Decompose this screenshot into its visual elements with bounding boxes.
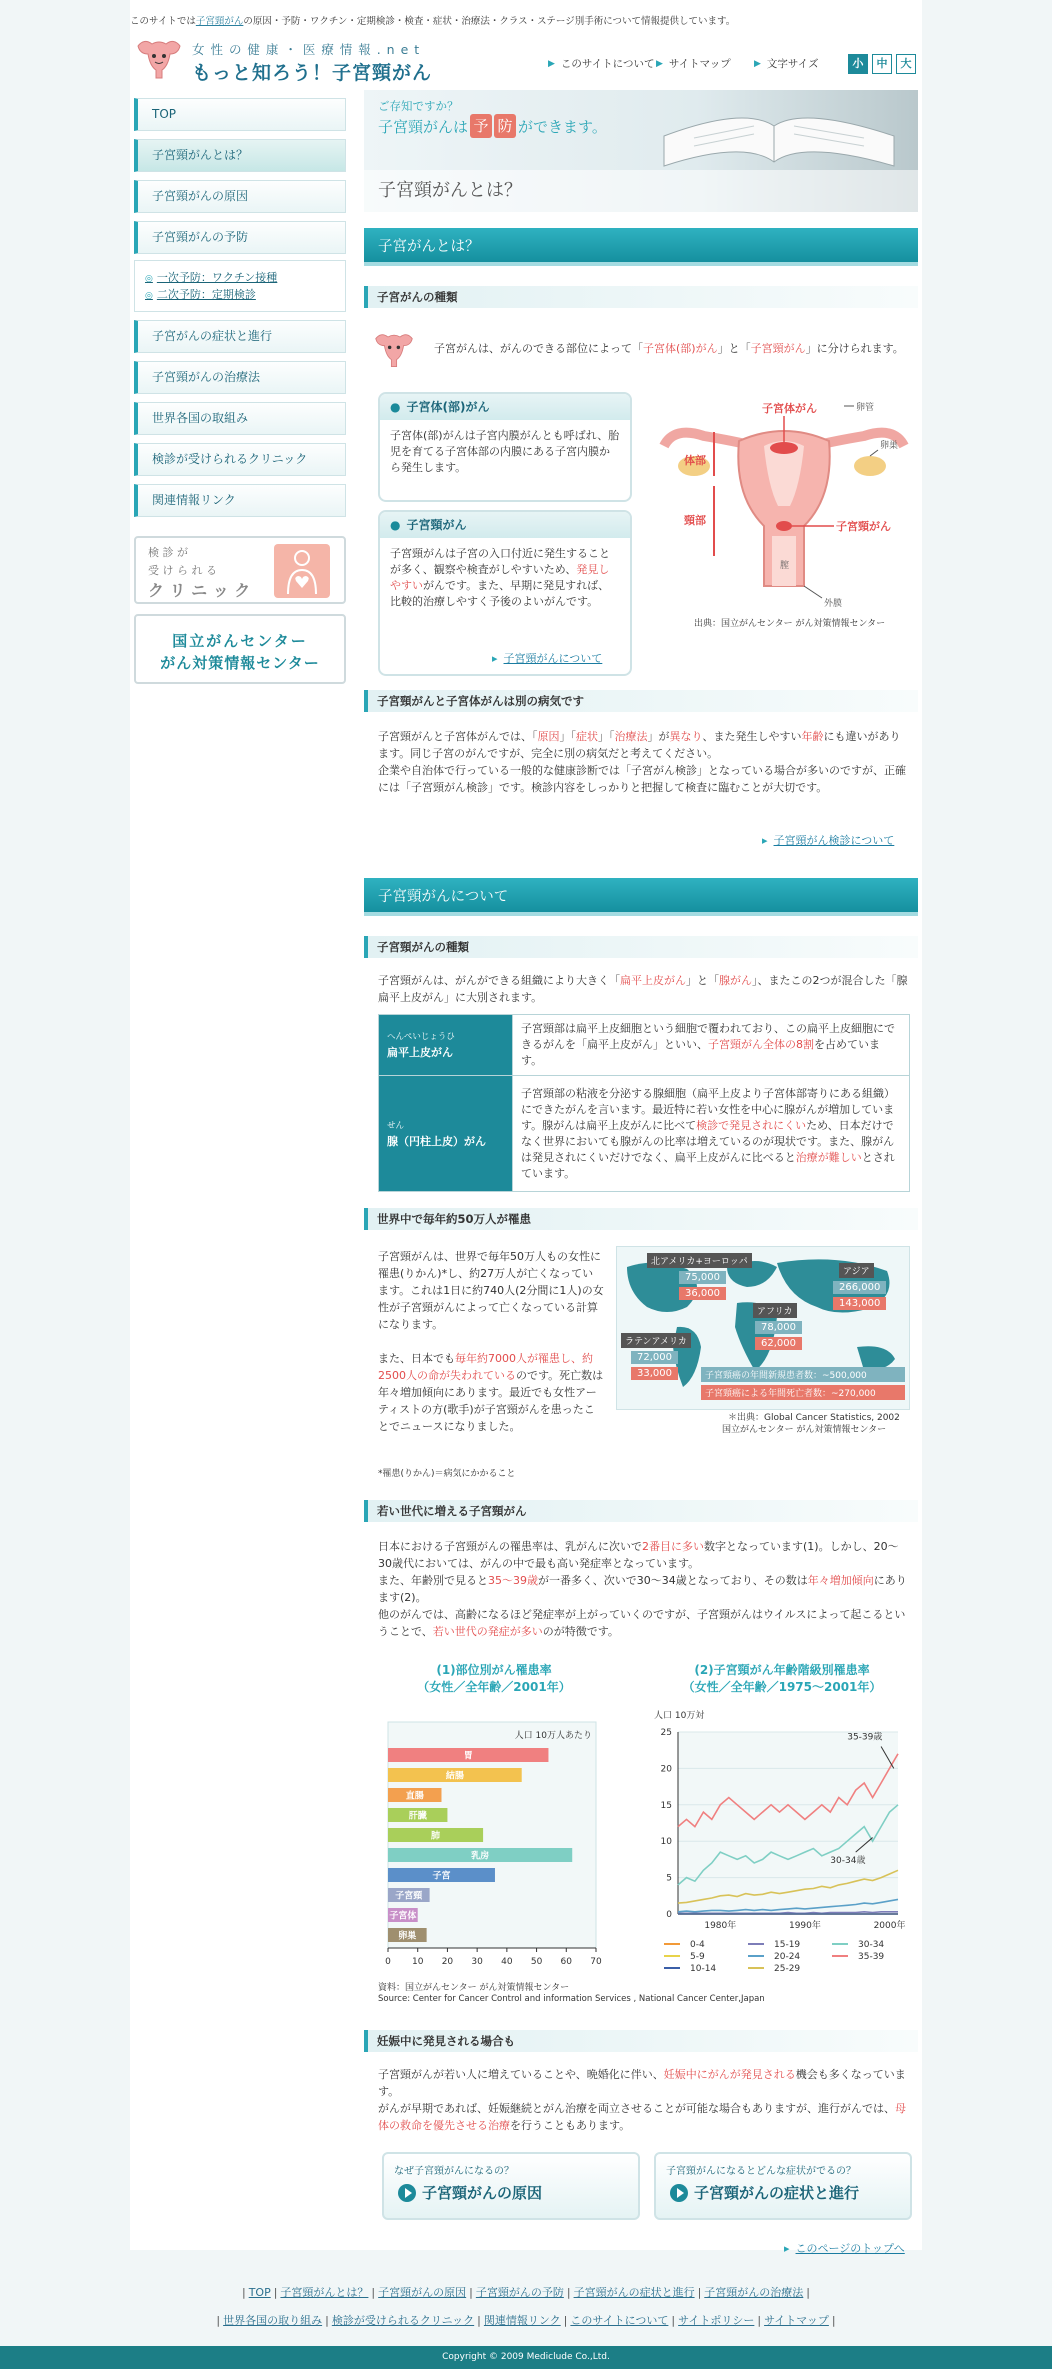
footer-link[interactable]: 関連情報リンク xyxy=(483,2314,561,2327)
chart1-x-tick-label: 0 xyxy=(385,1957,391,1967)
chart1-bar-label: 子宮体 xyxy=(389,1911,417,1922)
arrow-icon: ▶ xyxy=(656,58,663,69)
diagram-label-outer: 外膜 xyxy=(824,599,843,609)
chart2-legend-label: 25-29 xyxy=(774,1964,801,1974)
chart1-title: (1)部位別がん罹患率 xyxy=(436,1663,552,1677)
chart1-bar-label: 子宮 xyxy=(432,1871,451,1882)
young-text: 日本における子宮頸がんの罹患率は、乳がんに次いで2番目に多い数字となっています(1)。しかし、20～30歳代においては、がんの中で最も高い発症率となっています。 また、年齢別で見ると35～39歳が一番多く、次いで30～34歳となっており、その数は年々増加傾向にあります(2)。 他のがんでは、高齢になるほど発症率が上がっていくのですが、子宮頸がんはウイルスによって起こるということで、若い世代の発症が多いのが特徴です。 xyxy=(378,1540,907,1638)
table-row: へんぺいじょうひ 扁平上皮がん 子宮頸部は扁平上皮細胞という細胞で覆われており、この扁平上皮細胞にできるがんを「扁平上皮がん」といい、子宮頸がん全体の8割を占めています。 xyxy=(379,1015,910,1076)
hero-question: ご存知ですか？ xyxy=(378,99,459,113)
card-body: 子宮頸がんは子宮の入口付近に発生することが多く、観察や検査がしやすいため、発見しやすいがんです。また、早期に発見すれば、比較的治療しやすく予後のよいがんです。 xyxy=(390,547,610,608)
tagline-link[interactable]: 子宮頸がん xyxy=(195,16,244,27)
chart1-bar-label: 結腸 xyxy=(445,1771,464,1782)
sidebar-item-world[interactable]: 世界各国の取組み xyxy=(134,402,346,435)
region-label-latam: ラテンアメリカ xyxy=(621,1333,691,1348)
chart2-legend-label: 0-4 xyxy=(690,1940,705,1950)
open-book-icon xyxy=(634,96,914,170)
footer-links-row1: | TOP | 子宮頸がんとは？ | 子宮頸がんの原因 | 子宮頸がんの予防 | 子宮頸がんの症状と進行 | 子宮頸がんの治療法 | xyxy=(241,2286,811,2299)
footer-link[interactable]: TOP xyxy=(248,2286,271,2299)
card-title: ● 子宮頸がん xyxy=(380,512,630,538)
footer-link[interactable]: サイトポリシー xyxy=(678,2314,755,2327)
sidebar-item-top[interactable]: TOP xyxy=(134,98,346,131)
footer-link[interactable]: 子宮頸がんの症状と進行 xyxy=(573,2286,695,2299)
diagram-label-neck: 頸部 xyxy=(684,514,706,527)
region-deaths-africa: 62,000 xyxy=(755,1337,802,1350)
page-top-link[interactable]: ▸ このページのトップへ xyxy=(784,2240,905,2256)
screening-note-text: 企業や自治体で行っている一般的な健康診断では「子宮がん検診」となっている場合が多いのですが、正確には「子宮頸がん検診」です。検診内容をしっかりと把握して検査に臨むことが大切です。 xyxy=(378,764,906,794)
card-cervical-cancer xyxy=(378,510,632,676)
card-body: 子宮体(部)がんは子宮内膜がんとも呼ばれ、胎児を育てる子宮体部の内膜にある子宮内膜から発生します。 xyxy=(390,429,620,474)
chart1-x-tick-label: 40 xyxy=(501,1957,513,1967)
sidebar-item-symptoms[interactable]: 子宮がんの症状と進行 xyxy=(134,320,346,353)
font-medium-button[interactable]: 中 xyxy=(872,54,892,74)
chart1-x-tick-label: 50 xyxy=(530,1957,543,1967)
sidebar-sub-screening[interactable]: ◎ 二次予防：定期検診 xyxy=(145,286,335,303)
chart1-x-tick-label: 20 xyxy=(441,1957,454,1967)
diagram-source: 出典：国立がんセンター がん対策情報センター xyxy=(694,619,886,629)
diagram-label-ovary: 卵巣 xyxy=(880,441,899,451)
footer-link[interactable]: 子宮頸がんの治療法 xyxy=(704,2286,804,2299)
uterus-diagram xyxy=(644,386,918,616)
cervical-cancer-link[interactable]: ▸ 子宮頸がんについて xyxy=(492,650,602,666)
section-heading-uterine-cancer: 子宮がんとは？ xyxy=(364,228,918,266)
chart2-y-label: 人口 10万対 xyxy=(654,1711,705,1721)
sidebar-item-prevention[interactable]: 子宮頸がんの予防 xyxy=(134,221,346,254)
copyright: Copyright © 2009 Mediclude Co.,Ltd. xyxy=(0,2346,1052,2369)
region-deaths-asia: 143,000 xyxy=(833,1297,886,1310)
chart-source-2: Source: Center for Cancer Control and information Services , National Cancer Center,Japan xyxy=(378,1994,765,2004)
chart2-y-tick-label: 0 xyxy=(666,1910,672,1920)
chart2-annotation: 35-39歳 xyxy=(847,1732,883,1743)
subheading-different-diseases: 子宮頸がんと子宮体がんは別の病気です xyxy=(364,690,918,712)
chart1-title-block xyxy=(384,1662,604,1696)
site-tagline: このサイトでは子宮頸がんの原因・予防・ワクチン・定期検診・検査・症状・治療法・クラス・ステージ別手術について情報提供しています。 xyxy=(130,16,736,27)
table-cell: 子宮頸部の粘液を分泌する腺細胞（扁平上皮より子宮体部寄りにある組織）にできたがんを言います。最近特に若い女性を中心に腺がんが増加しています。腺がんは扁平上皮がんに比べて検診で発見されにくいため、日本だけでなく世界においても腺がんの比率は増えているのが現状です。また、腺がんは発見されにくいだけでなく、扁平上皮がんに比べると治療が難しいとされています。 xyxy=(513,1076,910,1192)
cervical-types-intro: 子宮頸がんは、がんができる組織により大きく「扁平上皮がん」と「腺がん」、またこの2つが混合した「腺扁平上皮がん」に大別されます。 xyxy=(378,974,908,1004)
logo-subtitle: 女 性 の 健 康 ・ 医 療 情 報 . n e t xyxy=(192,42,421,57)
chart2-legend-label: 15-19 xyxy=(774,1940,801,1950)
chart1-bar-label: 乳房 xyxy=(471,1851,490,1862)
site-incidence-bar-chart xyxy=(372,1704,612,1976)
region-incidence-asia: 266,000 xyxy=(833,1281,886,1294)
footer-link[interactable]: 世界各国の取り組み xyxy=(223,2314,323,2327)
pregnancy-text: 子宮頸がんが若い人に増えていることや、晩婚化に伴い、妊娠中にがんが発見される機会も多くなっています。 がんが早期であれば、妊娠継続とがん治療を両立させることが可能な場合もありますが、進行がんでは、母体の救命を優先させる治療を行うこともあります。 xyxy=(378,2068,906,2132)
footer-links-row2: | 世界各国の取り組み | 検診が受けられるクリニック | 関連情報リンク | このサイトについて | サイトポリシー | サイトマップ | xyxy=(216,2314,836,2327)
footer-link[interactable]: 子宮頸がんとは？ xyxy=(280,2286,369,2299)
world-footnote: *罹患(りかん)＝病気にかかること xyxy=(378,1469,516,1479)
region-incidence-africa: 78,000 xyxy=(755,1321,802,1334)
world-text-2: また、日本でも毎年約7000人が罹患し、約2500人の命が失われているのです。死亡数は年々増加傾向にあります。最近でも女性アーティストの方(歌手)が子宮頸がんを患ったことでニュースになりました。 xyxy=(378,1352,604,1433)
world-map xyxy=(616,1246,910,1410)
chart2-y-tick-label: 25 xyxy=(660,1728,672,1738)
footer-link[interactable]: 子宮頸がんの予防 xyxy=(475,2286,564,2299)
chart2-legend-label: 20-24 xyxy=(774,1952,801,1962)
site-logo[interactable] xyxy=(134,34,454,88)
sidebar-item-clinics[interactable]: 検診が受けられるクリニック xyxy=(134,443,346,476)
play-icon xyxy=(398,2184,416,2202)
chart1-unit-note: 人口 10万人あたり xyxy=(514,1731,592,1741)
font-size-label: ▶ 文字サイズ xyxy=(754,58,819,70)
age-incidence-line-chart xyxy=(648,1702,914,1982)
clinic-banner[interactable] xyxy=(134,536,346,604)
map-source-2: 国立がんセンター がん対策情報センター xyxy=(722,1425,887,1435)
chart2-subtitle: （女性／全年齢／1975～2001年） xyxy=(682,1680,882,1694)
card-endometrial-cancer xyxy=(378,392,632,502)
section-heading-cervical-cancer: 子宮頸がんについて xyxy=(364,878,918,916)
region-label-asia: アジア xyxy=(839,1263,874,1278)
footer-link[interactable]: サイトマップ xyxy=(764,2314,829,2327)
map-legend-deaths: 子宮頸癌による年間死亡者数：~270,000 xyxy=(701,1385,905,1400)
subheading-young: 若い世代に増える子宮頸がん xyxy=(364,1500,918,1522)
diagram-label-body-cancer: 子宮体がん xyxy=(762,402,817,415)
nav-sitemap[interactable]: ▶ サイトマップ xyxy=(656,58,731,70)
table-cell: 子宮頸部は扁平上皮細胞という細胞で覆われており、この扁平上皮細胞にできるがんを「扁平上皮がん」といい、子宮頸がん全体の8割を占めています。 xyxy=(513,1015,910,1076)
chart1-bar-label: 肝臓 xyxy=(408,1811,427,1822)
footer-link[interactable]: 子宮頸がんの原因 xyxy=(378,2286,467,2299)
chart2-y-tick-label: 5 xyxy=(666,1873,672,1884)
uterus-mascot-icon xyxy=(134,36,184,82)
chart2-x-tick-label: 1980年 xyxy=(704,1921,737,1931)
font-large-button[interactable]: 大 xyxy=(896,54,916,74)
diagram-label-cervical: 子宮頸がん xyxy=(836,520,891,533)
chart2-legend-label: 35-39 xyxy=(858,1952,885,1962)
chart2-annotation: 30-34歳 xyxy=(830,1856,866,1867)
sidebar-item-cause[interactable]: 子宮頸がんの原因 xyxy=(134,180,346,213)
chart-source-1: 資料：国立がんセンター がん対策情報センター xyxy=(378,1983,570,1993)
diagram-label-body: 体部 xyxy=(684,454,706,467)
screening-link[interactable]: ▸ 子宮頸がん検診について xyxy=(762,832,894,848)
chart1-x-tick-label: 60 xyxy=(560,1957,573,1967)
symptoms-button[interactable]: 子宮頸がんになるとどんな症状がでるの？ 子宮頸がんの症状と進行 xyxy=(654,2152,912,2220)
cancer-center-line1: 国立がんセンター xyxy=(172,632,308,650)
clinic-banner-line2: 受 け ら れ る xyxy=(148,564,217,577)
region-deaths-latam: 33,000 xyxy=(631,1367,678,1380)
subheading-pregnancy: 妊娠中に発見される場合も xyxy=(364,2030,918,2052)
sidebar-item-treatment[interactable]: 子宮頸がんの治療法 xyxy=(134,361,346,394)
chart1-bar-label: 肺 xyxy=(431,1831,441,1842)
hero-message: 子宮頸がんは 予 防 ができます。 xyxy=(378,114,607,138)
clinic-banner-line3: ク リ ニ ッ ク xyxy=(148,581,251,600)
world-text-1: 子宮頸がんは、世界で毎年50万人もの女性に罹患(りかん)*し、約27万人が亡くなっています。これは1日に約740人(2分間に1人)の女性が子宮頸がんによって亡くなっている計算になります。 xyxy=(378,1250,604,1331)
cause-button[interactable]: なぜ子宮頸がんになるの？ 子宮頸がんの原因 xyxy=(382,2152,640,2220)
chart2-legend-label: 30-34 xyxy=(858,1940,885,1950)
cancer-types-table xyxy=(378,1014,910,1192)
cancer-center-line2: がん対策情報センター xyxy=(160,654,320,672)
diagram-label-vagina: 膣 xyxy=(780,561,790,571)
uterus-mascot-icon xyxy=(372,330,416,370)
chart1-bar-label: 直腸 xyxy=(405,1791,424,1802)
chart1-x-tick-label: 10 xyxy=(411,1957,424,1967)
chart1-x-tick-label: 70 xyxy=(590,1957,602,1967)
heart-person-icon xyxy=(274,544,330,598)
subheading-world: 世界中で毎年約50万人が罹患 xyxy=(364,1208,918,1230)
region-incidence-na-eu: 75,000 xyxy=(679,1271,726,1284)
map-source-1: ＊出典：Global Cancer Statistics, 2002 xyxy=(728,1413,900,1423)
chart2-plot-area xyxy=(678,1732,898,1914)
subheading-cervical-types: 子宮頸がんの種類 xyxy=(364,936,918,958)
chart1-x-tick-label: 30 xyxy=(471,1957,483,1967)
chart1-bar-label: 子宮頸 xyxy=(395,1891,423,1902)
cta-buttons xyxy=(382,2152,922,2222)
sidebar-sub-vaccine[interactable]: ◎ 一次予防：ワクチン接種 xyxy=(145,269,335,286)
sidebar-item-links[interactable]: 関連情報リンク xyxy=(134,484,346,517)
sidebar-subnav xyxy=(134,260,346,312)
different-diseases-text: 子宮頸がんと子宮体がんでは、「原因」「症状」「治療法」が異なり、また発生しやすい年齢にも違いがあります。同じ子宮のがんですが、完全に別の病気だと考えてください。 xyxy=(378,730,901,760)
hero-banner xyxy=(364,90,918,212)
chart2-legend-label: 5-9 xyxy=(690,1952,705,1962)
chart2-x-tick-label: 2000年 xyxy=(873,1921,906,1931)
arrow-icon: ▶ xyxy=(754,58,761,69)
play-icon xyxy=(670,2184,688,2202)
region-label-africa: アフリカ xyxy=(753,1303,797,1318)
sidebar-item-about-cancer[interactable]: 子宮頸がんとは？ xyxy=(134,139,346,172)
subheading-uterine-types: 子宮がんの種類 xyxy=(364,286,918,308)
clinic-banner-line1: 検 診 が xyxy=(148,546,188,559)
chart2-legend-label: 10-14 xyxy=(690,1964,717,1974)
chart2-y-tick-label: 15 xyxy=(660,1800,672,1811)
font-size-switcher xyxy=(848,54,916,74)
chart2-y-tick-label: 20 xyxy=(660,1764,672,1775)
region-deaths-na-eu: 36,000 xyxy=(679,1287,726,1300)
sidebar-nav xyxy=(134,98,346,525)
region-label-na-eu: 北アメリカ+ヨーロッパ xyxy=(647,1253,752,1268)
chart1-bar-label: 卵巣 xyxy=(398,1931,417,1942)
region-incidence-latam: 72,000 xyxy=(631,1351,678,1364)
page-title: 子宮頸がんとは？ xyxy=(364,170,918,212)
nav-about[interactable]: ▶ このサイトについて xyxy=(548,58,655,70)
logo-title: もっと知ろう！子宮頸がん xyxy=(192,62,433,84)
chart2-y-tick-label: 10 xyxy=(660,1837,672,1848)
footer-link[interactable]: 検診が受けられるクリニック xyxy=(331,2314,475,2327)
table-row: せん 腺（円柱上皮）がん 子宮頸部の粘液を分泌する腺細胞（扁平上皮より子宮体部寄りにある組織）にできたがんを言います。最近特に若い女性を中心に腺がんが増加しています。腺がんは扁平上皮がんに比べて検診で発見されにくいため、日本だけでなく世界においても腺がんの比率は増えているのが現状です。また、腺がんは発見されにくいだけでなく、扁平上皮がんに比べると治療が難しいとされています。 xyxy=(379,1076,910,1192)
chart1-bar-label: 胃 xyxy=(463,1751,473,1762)
chart2-title: (2)子宮頸がん年齢階級別罹患率 xyxy=(694,1663,870,1677)
map-legend-incidence: 子宮頸癌の年間新規患者数：~500,000 xyxy=(701,1367,905,1382)
chart1-subtitle: （女性／全年齢／2001年） xyxy=(417,1680,571,1694)
card-title: ● 子宮体(部)がん xyxy=(380,394,630,420)
chart2-title-block xyxy=(652,1662,912,1696)
chart2-x-tick-label: 1990年 xyxy=(788,1921,821,1931)
uterine-types-intro: 子宮がんは、がんのできる部位によって「子宮体(部)がん」と「子宮頸がん」に分けられます。 xyxy=(434,342,904,355)
diagram-label-tube: 卵管 xyxy=(856,403,875,413)
arrow-icon: ▶ xyxy=(548,58,555,69)
cancer-center-banner[interactable] xyxy=(134,614,346,684)
font-small-button[interactable]: 小 xyxy=(848,54,868,74)
footer-link[interactable]: このサイトについて xyxy=(570,2314,669,2327)
